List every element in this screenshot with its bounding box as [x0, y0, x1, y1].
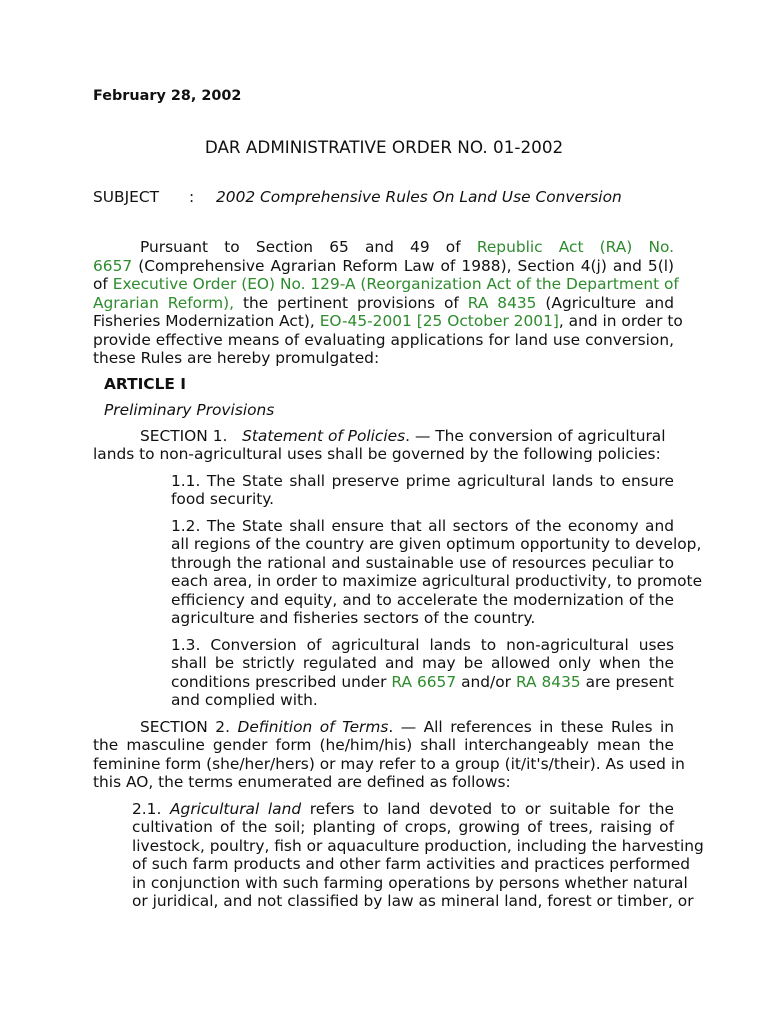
ra-8435-link[interactable]: RA 8435 [467, 294, 537, 312]
policy-line: 1.3. Conversion of agricultural lands to non-agricultural uses [171, 636, 674, 654]
ra-6657-link[interactable]: RA 6657 [391, 673, 457, 691]
definition-line: of such farm products and other farm activities and practices performed [132, 855, 690, 873]
article-subheading: Preliminary Provisions [104, 401, 275, 419]
policy-line: and complied with. [171, 691, 318, 709]
policy-line: food security. [171, 490, 275, 508]
preamble-text: of [93, 275, 108, 293]
preamble-line [93, 294, 674, 313]
preamble-text: (Comprehensive Agrarian Reform Law of 1988), Section 4(j) and 5(l) [138, 257, 674, 275]
preamble-text: the pertinent provisions of [242, 294, 459, 312]
eo-129a-link[interactable]: Executive Order (EO) No. 129-A (Reorganization Act of the Department of [112, 275, 679, 293]
preamble-line [140, 238, 674, 257]
defined-term: Agricultural land [170, 800, 302, 818]
subject-colon: : [189, 188, 195, 206]
policy-line [171, 673, 674, 692]
policy-line: each area, in order to maximize agricultural productivity, to promote [171, 572, 703, 590]
policy-text: and/or [461, 673, 511, 691]
preamble-text: (Agriculture and [545, 294, 674, 312]
policy-line: efficiency and equity, and to accelerate the modernization of the [171, 591, 674, 609]
article-heading: ARTICLE I [104, 375, 186, 393]
preamble-text: Fisheries Modernization Act), [93, 312, 315, 330]
section-heading-group [237, 718, 674, 736]
preamble-line [93, 275, 679, 294]
policy-line: agriculture and fisheries sectors of the country. [171, 609, 536, 627]
ra-6657-link[interactable]: 6657 [93, 257, 133, 275]
definition-line: or juridical, and not classified by law as mineral land, forest or timber, or [132, 892, 694, 910]
policy-text: conditions prescribed under [171, 673, 387, 691]
definition-line: cultivation of the soil; planting of crops, growing of trees, raising of [132, 818, 674, 836]
section-text: . — All references in these Rules in [388, 718, 674, 736]
policy-text: are present [585, 673, 674, 691]
policy-line: shall be strictly regulated and may be allowed only when the [171, 654, 674, 672]
preamble-line: provide effective means of evaluating applications for land use conversion, [93, 331, 674, 349]
policy-line: through the rational and sustainable use of resources peculiar to [171, 554, 674, 572]
section-line: this AO, the terms enumerated are defined as follows: [93, 773, 511, 791]
section-number: SECTION 2. [140, 718, 230, 736]
subject-label: SUBJECT [93, 188, 160, 206]
policy-line: 1.2. The State shall ensure that all sectors of the economy and [171, 517, 674, 535]
subject-text: 2002 Comprehensive Rules On Land Use Conversion [216, 188, 622, 206]
eo-129a-link[interactable]: Agrarian Reform), [93, 294, 235, 312]
eo-45-2001-link-group [320, 312, 683, 330]
section-line: feminine form (she/her/hers) or may refer to a group (it/it's/their). As used in [93, 755, 685, 773]
preamble-line: these Rules are hereby promulgated: [93, 349, 380, 367]
preamble-text: Pursuant to Section 65 and 49 of [140, 238, 461, 256]
ra-6657-link[interactable]: Republic Act (RA) No. [476, 238, 675, 256]
subject-line [93, 188, 622, 206]
section-heading: Definition of Terms [237, 718, 389, 736]
eo-45-2001-link[interactable]: EO-45-2001 [25 October 2001] [319, 312, 559, 330]
section-text: . — The conversion of agricultural [405, 427, 666, 445]
section-heading: Statement of Policies [242, 427, 406, 445]
definition-text: refers to land devoted to or suitable for the [309, 800, 674, 818]
ra-8435-link[interactable]: RA 8435 [515, 673, 581, 691]
section-line [140, 718, 674, 737]
section-number: SECTION 1. [140, 427, 228, 445]
preamble-line [93, 257, 674, 276]
definition-line: in conjunction with such farming operations by persons whether natural [132, 874, 688, 892]
section-line: the masculine gender form (he/him/his) shall interchangeably mean the [93, 736, 674, 754]
document-date: February 28, 2002 [93, 88, 242, 104]
policy-line: 1.1. The State shall preserve prime agricultural lands to ensure [171, 472, 674, 490]
policy-line: all regions of the country are given optimum opportunity to develop, [171, 535, 702, 553]
preamble-text: , and in order to [558, 312, 683, 330]
definition-number: 2.1. [132, 800, 162, 818]
definition-line: livestock, poultry, fish or aquaculture production, including the harvesting [132, 837, 704, 855]
definition-line [132, 800, 674, 819]
preamble-line [93, 312, 683, 331]
section-line [140, 427, 674, 446]
document-title: DAR ADMINISTRATIVE ORDER NO. 01-2002 [204, 137, 564, 157]
section-line: lands to non-agricultural uses shall be governed by the following policies: [93, 445, 661, 463]
